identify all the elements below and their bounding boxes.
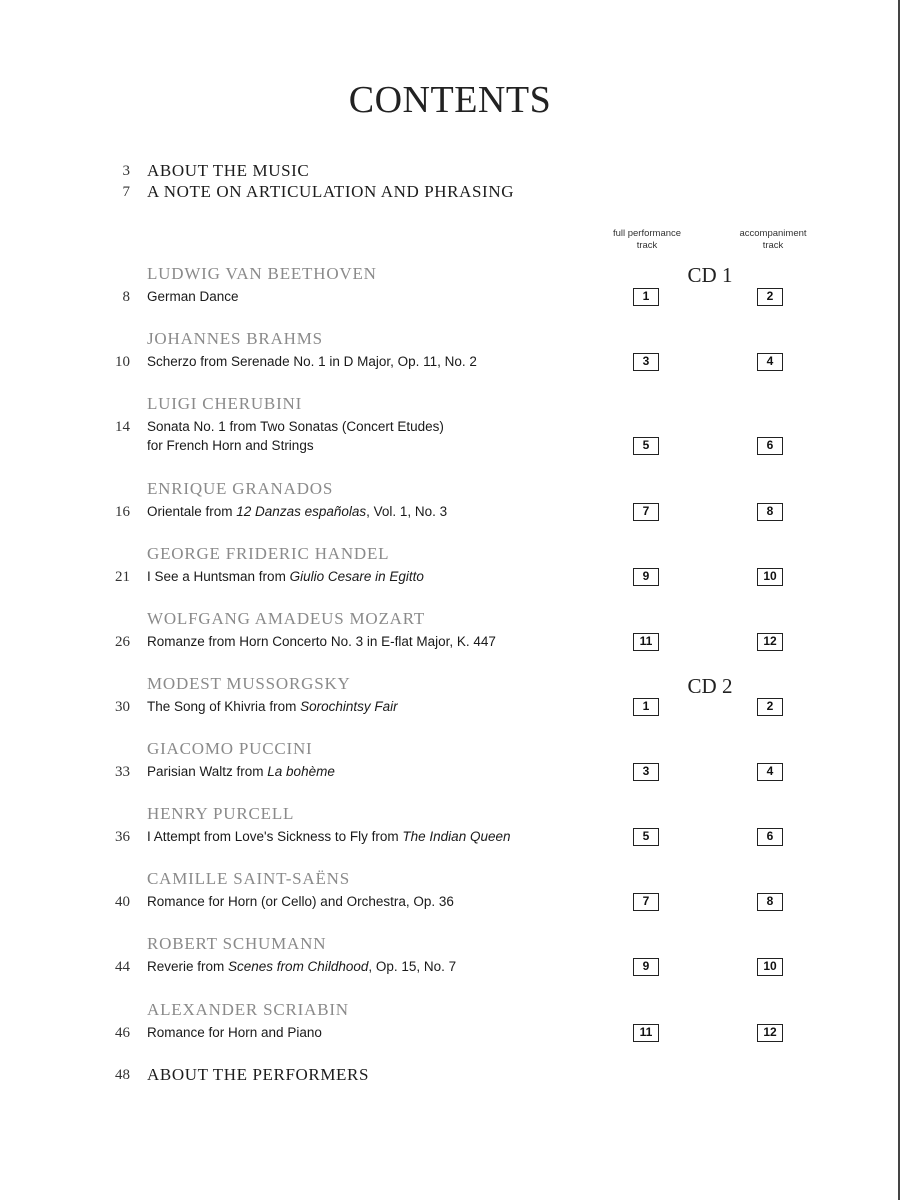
work-title-italic: Sorochintsy Fair <box>300 699 398 714</box>
performance-track-number: 1 <box>633 698 659 716</box>
work-title-text: Romanze from Horn Concerto No. 3 in E-flat Major, K. 447 <box>147 634 496 649</box>
cd-label: CD 2 <box>687 674 733 698</box>
work-title-text: , Vol. 1, No. 3 <box>366 504 448 519</box>
accompaniment-track-number: 4 <box>757 763 783 781</box>
work-title-italic: La bohème <box>267 764 335 779</box>
composer-name: JOHANNES BRAHMS <box>147 329 323 348</box>
work-title-text: Romance for Horn and Piano <box>147 1025 322 1040</box>
page-number: 16 <box>115 504 130 520</box>
section-title: ABOUT THE PERFORMERS <box>147 1065 370 1084</box>
composer-name: LUIGI CHERUBINI <box>147 394 303 413</box>
work-title-italic: Giulio Cesare in Egitto <box>289 569 424 584</box>
page-number: 21 <box>115 569 130 585</box>
composer-name: GIACOMO PUCCINI <box>147 739 313 758</box>
work-title <box>147 697 398 717</box>
work-title <box>147 632 496 652</box>
work-title-italic: The Indian Queen <box>402 829 511 844</box>
section-title: ABOUT THE MUSIC <box>147 161 310 180</box>
accompaniment-track-number: 2 <box>757 288 783 306</box>
work-title <box>147 957 456 977</box>
accompaniment-track-number: 10 <box>757 958 783 976</box>
work-title <box>147 436 314 456</box>
composer-name: ALEXANDER SCRIABIN <box>147 1000 349 1019</box>
work-title-text: , Op. 15, No. 7 <box>368 959 457 974</box>
accompaniment-track-number: 6 <box>757 437 783 455</box>
work-title-italic: Scenes from Childhood <box>228 959 369 974</box>
work-title <box>147 567 424 587</box>
page-number: 48 <box>115 1067 130 1083</box>
work-title <box>147 287 239 307</box>
work-title <box>147 892 454 912</box>
accompaniment-header-line: track <box>762 240 784 251</box>
page-number: 10 <box>115 354 130 370</box>
page-number: 26 <box>115 634 130 650</box>
work-title-text: The Song of Khivria from <box>147 699 301 714</box>
work-title-text: Parisian Waltz from <box>147 764 268 779</box>
work-title-text: for French Horn and Strings <box>147 438 314 453</box>
cd-label: CD 1 <box>687 263 733 287</box>
accompaniment-track-number: 6 <box>757 828 783 846</box>
page-number: 36 <box>115 829 130 845</box>
page-number: 46 <box>115 1025 130 1041</box>
accompaniment-track-number: 4 <box>757 353 783 371</box>
work-title-text: German Dance <box>147 289 239 304</box>
performance-header-line: track <box>636 240 658 251</box>
page-number: 8 <box>122 289 130 305</box>
performance-track-number: 1 <box>633 288 659 306</box>
composer-name: WOLFGANG AMADEUS MOZART <box>147 609 426 628</box>
work-title-text: Reverie from <box>147 959 229 974</box>
page-number: 44 <box>115 959 130 975</box>
accompaniment-track-number: 12 <box>757 1024 783 1042</box>
performance-track-number: 9 <box>633 568 659 586</box>
performance-track-number: 7 <box>633 503 659 521</box>
work-title <box>147 352 477 372</box>
composer-name: HENRY PURCELL <box>147 804 295 823</box>
accompaniment-track-number: 10 <box>757 568 783 586</box>
page-number: 33 <box>115 764 130 780</box>
work-title-text: I Attempt from Love's Sickness to Fly from <box>147 829 403 844</box>
accompaniment-track-number: 8 <box>757 503 783 521</box>
performance-track-number: 11 <box>633 633 659 651</box>
composer-name: LUDWIG VAN BEETHOVEN <box>147 264 377 283</box>
performance-track-number: 11 <box>633 1024 659 1042</box>
work-title-text: Orientale from <box>147 504 237 519</box>
work-title-text: Sonata No. 1 from Two Sonatas (Concert Etudes) <box>147 419 444 434</box>
page-number: 7 <box>122 184 130 200</box>
performance-track-number: 7 <box>633 893 659 911</box>
performance-track-number: 9 <box>633 958 659 976</box>
page-number: 30 <box>115 699 130 715</box>
work-title <box>147 1023 322 1043</box>
accompaniment-header-line: accompaniment <box>739 228 807 239</box>
accompaniment-track-number: 2 <box>757 698 783 716</box>
composer-name: CAMILLE SAINT-SAËNS <box>147 869 350 888</box>
accompaniment-track-number: 12 <box>757 633 783 651</box>
page-title: CONTENTS <box>348 79 552 121</box>
composer-name: ROBERT SCHUMANN <box>147 934 327 953</box>
performance-track-number: 5 <box>633 437 659 455</box>
work-title <box>147 502 447 522</box>
accompaniment-track-header <box>713 228 833 252</box>
performance-track-header <box>587 228 707 252</box>
performance-track-number: 5 <box>633 828 659 846</box>
work-title-text: Scherzo from Serenade No. 1 in D Major, Op. 11, No. 2 <box>147 354 477 369</box>
performance-track-number: 3 <box>633 763 659 781</box>
work-title-text: Romance for Horn (or Cello) and Orchestra, Op. 36 <box>147 894 454 909</box>
performance-header-line: full performance <box>612 228 682 239</box>
work-title-italic: 12 Danzas españolas <box>236 504 367 519</box>
performance-track-number: 3 <box>633 353 659 371</box>
composer-name: GEORGE FRIDERIC HANDEL <box>147 544 390 563</box>
page-number: 14 <box>115 419 130 435</box>
composer-name: ENRIQUE GRANADOS <box>147 479 334 498</box>
work-title <box>147 762 335 782</box>
page-number: 3 <box>122 163 130 179</box>
composer-name: MODEST MUSSORGSKY <box>147 674 351 693</box>
work-title-text: I See a Huntsman from <box>147 569 290 584</box>
work-title <box>147 417 444 437</box>
section-title: A NOTE ON ARTICULATION AND PHRASING <box>147 182 515 201</box>
page-number: 40 <box>115 894 130 910</box>
accompaniment-track-number: 8 <box>757 893 783 911</box>
work-title <box>147 827 511 847</box>
